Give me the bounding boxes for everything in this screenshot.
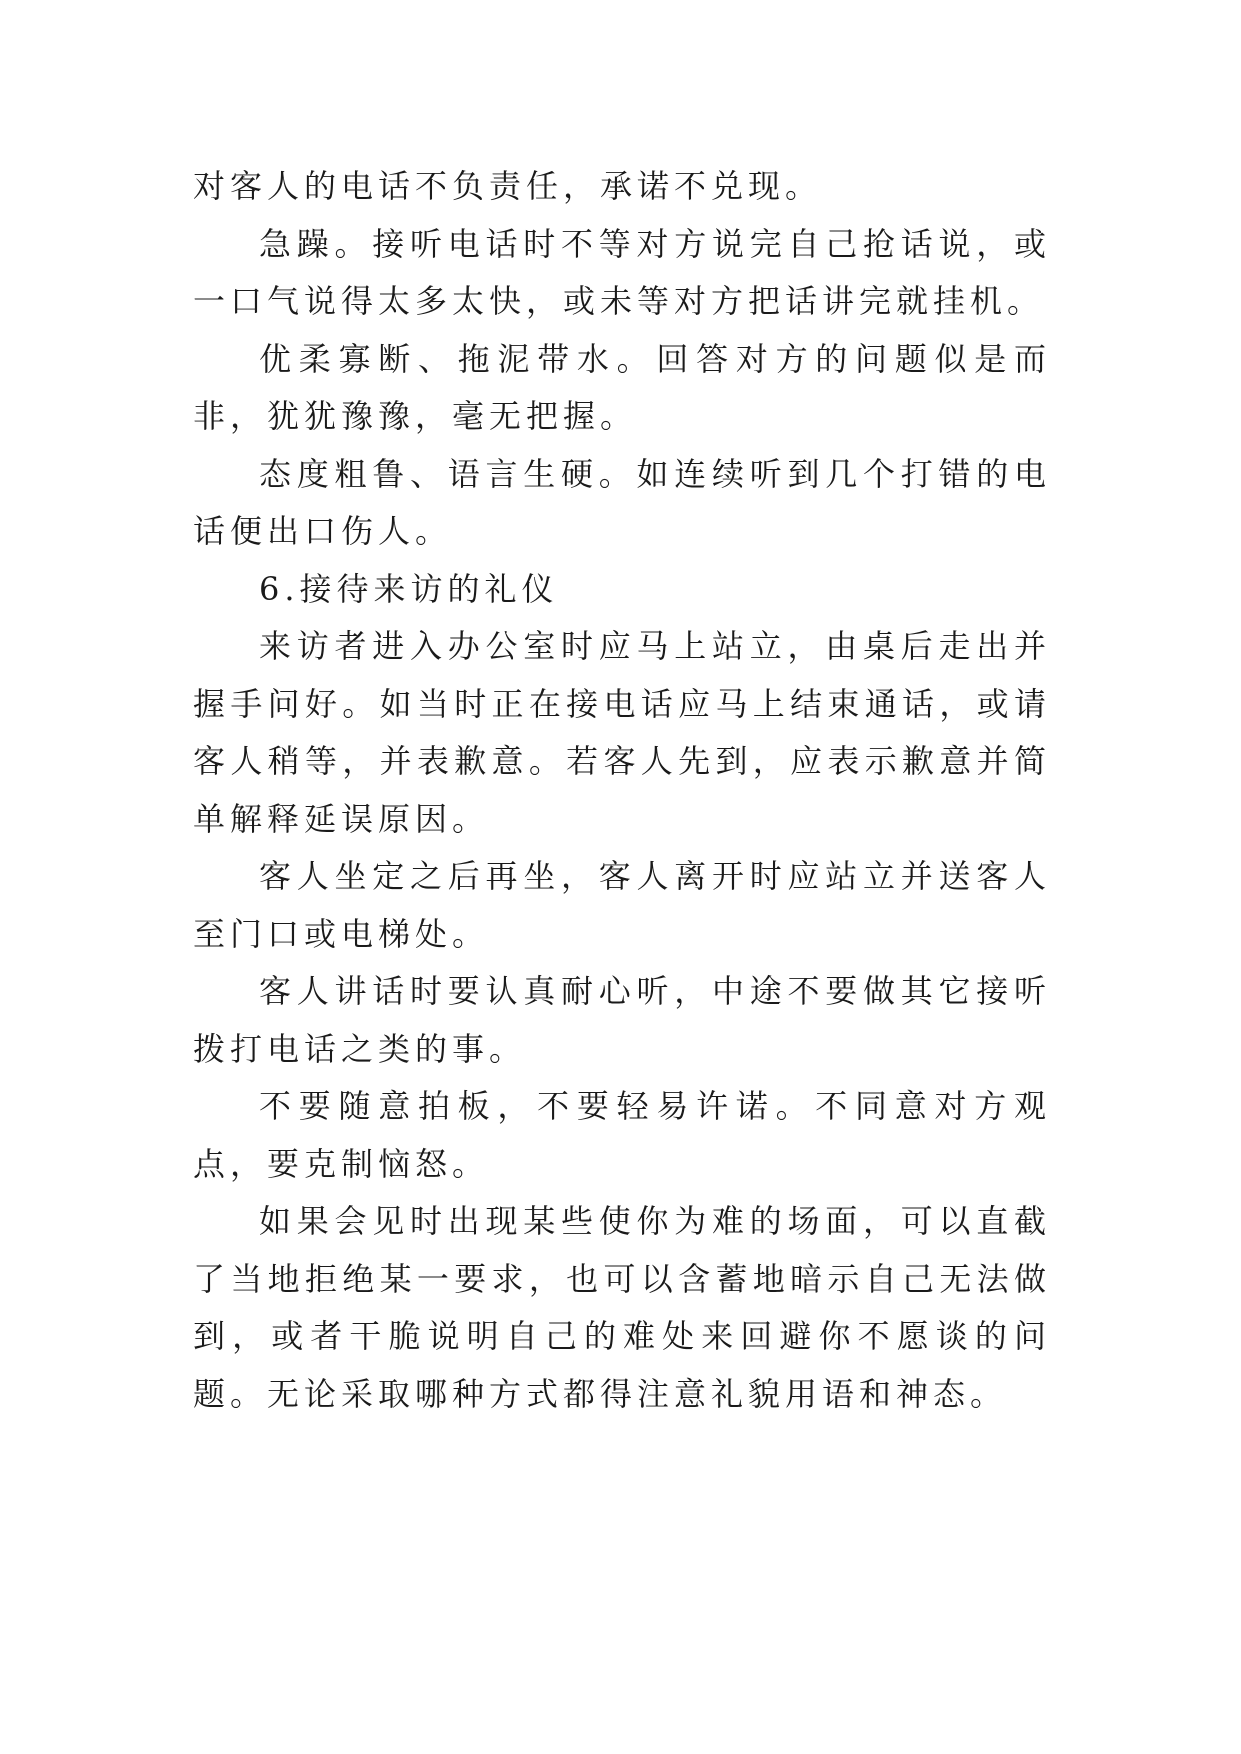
paragraph-7: 客人坐定之后再坐，客人离开时应站立并送客人至门口或电梯处。 — [193, 857, 1051, 953]
paragraph-2: 急躁。接听电话时不等对方说完自己抢话说，或一口气说得太多太快，或未等对方把话讲完就挂机。 — [193, 224, 1051, 320]
paragraph-10: 如果会见时出现某些使你为难的场面，可以直截了当地拒绝某一要求，也可以含蓄地暗示自己无法做到，或者干脆说明自己的难处来回避你不愿谈的问题。无论采取哪种方式都得注意礼貌用语和神态。 — [193, 1202, 1051, 1413]
paragraph-4: 态度粗鲁、语言生硬。如连续听到几个打错的电话便出口伤人。 — [193, 454, 1051, 550]
paragraph-9: 不要随意拍板，不要轻易许诺。不同意对方观点，要克制恼怒。 — [193, 1087, 1051, 1183]
paragraph-1: 对客人的电话不负责任，承诺不兑现。 — [193, 167, 823, 205]
section-heading: 6.接待来访的礼仪 — [259, 569, 559, 608]
paragraph-3: 优柔寡断、拖泥带水。回答对方的问题似是而非，犹犹豫豫，毫无把握。 — [193, 339, 1051, 435]
paragraph-8: 客人讲话时要认真耐心听，中途不要做其它接听拨打电话之类的事。 — [193, 972, 1051, 1068]
document-body — [193, 158, 1051, 1423]
paragraph-6: 来访者进入办公室时应马上站立，由桌后走出并握手问好。如当时正在接电话应马上结束通话，或请客人稍等，并表歉意。若客人先到，应表示歉意并简单解释延误原因。 — [193, 627, 1051, 838]
